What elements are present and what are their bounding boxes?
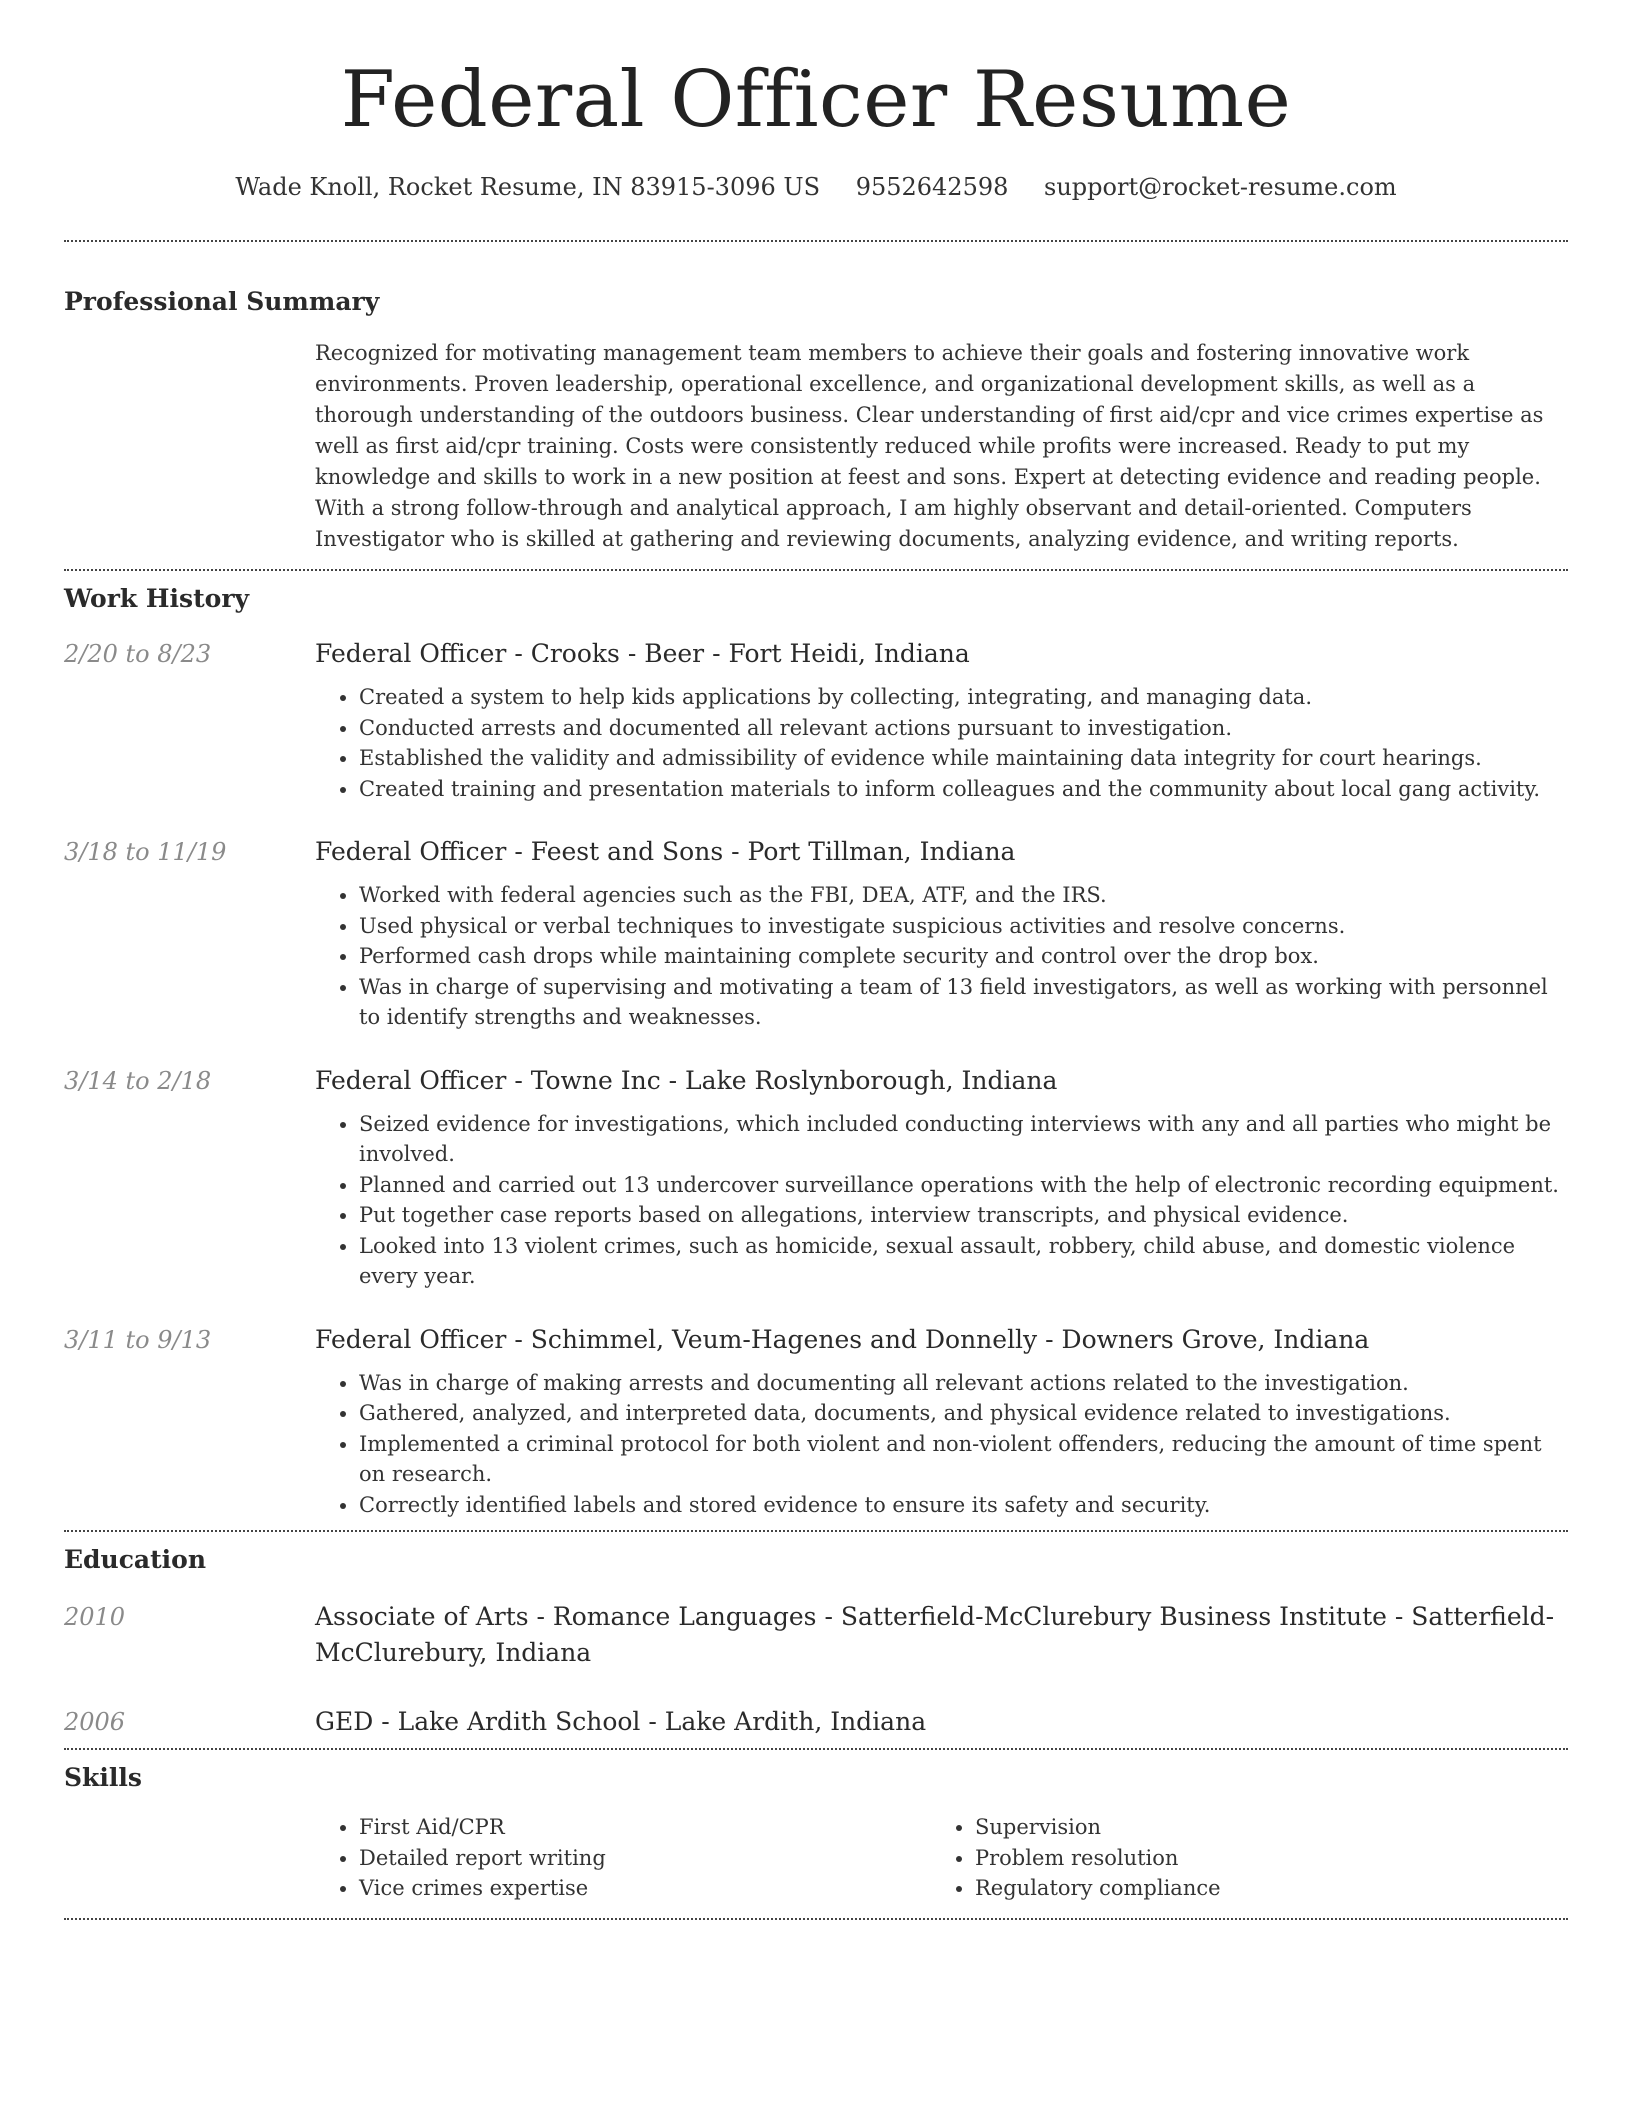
job-bullet: • Created a system to help kids applications by collecting, integrating, and managing data. — [359, 682, 1568, 713]
skill-item: • Vice crimes expertise — [359, 1873, 931, 1904]
job-entry — [64, 834, 1568, 1033]
skills-section — [64, 1760, 1568, 1918]
job-bullet: • Was in charge of making arrests and documenting all relevant actions related to the investigation. — [359, 1368, 1568, 1399]
job-bullet: • Implemented a criminal protocol for both violent and non-violent offenders, reducing the amount of time spent on research. — [359, 1429, 1568, 1490]
contact-line — [64, 170, 1568, 204]
education-entry — [64, 1704, 1568, 1740]
skill-item: • Regulatory compliance — [975, 1873, 1547, 1904]
summary-title: Professional Summary — [64, 287, 380, 316]
summary-section — [64, 284, 1568, 569]
skills-list-right — [975, 1812, 1547, 1904]
education-heading: GED - Lake Ardith School - Lake Ardith, Indiana — [315, 1707, 927, 1736]
education-date: 2010 — [64, 1603, 126, 1631]
job-bullet: • Planned and carried out 13 undercover surveillance operations with the help of electronic recording equipment. — [359, 1170, 1568, 1201]
job-entry — [64, 636, 1568, 804]
job-bullet: • Used physical or verbal techniques to investigate suspicious activities and resolve concerns. — [359, 911, 1568, 942]
work-history-title: Work History — [64, 584, 250, 613]
education-title: Education — [64, 1545, 207, 1574]
job-bullet: • Correctly identified labels and stored evidence to ensure its safety and security. — [359, 1490, 1568, 1521]
job-heading: Federal Officer - Crooks - Beer - Fort Heidi, Indiana — [315, 639, 970, 668]
job-bullet: • Created training and presentation materials to inform colleagues and the community about local gang activity. — [359, 774, 1568, 805]
education-entry — [64, 1599, 1568, 1671]
job-bullet: • Put together case reports based on allegations, interview transcripts, and physical evidence. — [359, 1200, 1568, 1231]
summary-text: Recognized for motivating management team members to achieve their goals and fostering innovative work environments. Proven leadership, operational excellence, and organizational development skills, as well as a thorough understanding of the outdoors business. Clear understanding of first aid/cpr and vice crimes expertise as well as first aid/cpr training. Costs were consistently reduced while profits were increased. Ready to put my knowledge and skills to work in a new position at feest and sons. Expert at detecting evidence and reading people. With a strong follow-through and analytical approach, I am highly observant and detail-oriented. Computers Investigator who is skilled at gathering and reviewing documents, analyzing evidence, and writing reports. — [315, 341, 1544, 551]
job-heading: Federal Officer - Feest and Sons - Port Tillman, Indiana — [315, 837, 1016, 866]
contact-address: Wade Knoll, Rocket Resume, IN 83915-3096 US — [235, 173, 821, 201]
job-entry — [64, 1063, 1568, 1292]
job-bullet: • Looked into 13 violent crimes, such as homicide, sexual assault, robbery, child abuse, and domestic violence every year. — [359, 1231, 1568, 1292]
section-divider — [64, 1530, 1568, 1532]
skill-item: • First Aid/CPR — [359, 1812, 931, 1843]
job-bullet: • Worked with federal agencies such as the FBI, DEA, ATF, and the IRS. — [359, 880, 1568, 911]
job-bullets — [359, 1368, 1568, 1521]
job-bullets — [359, 682, 1568, 804]
education-section — [64, 1542, 1568, 1748]
skills-list-left — [359, 1812, 931, 1904]
job-date: 2/20 to 8/23 — [64, 640, 212, 668]
education-date: 2006 — [64, 1708, 126, 1736]
job-heading: Federal Officer - Schimmel, Veum-Hagenes and Donnelly - Downers Grove, Indiana — [315, 1324, 1370, 1354]
section-divider — [64, 240, 1568, 242]
section-divider — [64, 1918, 1568, 1920]
contact-phone: 9552642598 — [855, 173, 1009, 201]
job-bullet: • Established the validity and admissibility of evidence while maintaining data integrity for court hearings. — [359, 743, 1568, 774]
job-bullet: • Seized evidence for investigations, which included conducting interviews with any and all parties who might be involved. — [359, 1109, 1568, 1170]
job-bullet: • Conducted arrests and documented all relevant actions pursuant to investigation. — [359, 713, 1568, 744]
job-date: 3/11 to 9/13 — [64, 1325, 212, 1354]
job-bullets — [359, 880, 1568, 1033]
job-bullet: • Was in charge of supervising and motivating a team of 13 field investigators, as well as working with personnel to identify strengths and weaknesses. — [359, 972, 1568, 1033]
section-divider — [64, 569, 1568, 571]
contact-email: support@rocket-resume.com — [1044, 173, 1397, 201]
job-date: 3/14 to 2/18 — [64, 1066, 212, 1095]
job-heading: Federal Officer - Towne Inc - Lake Roslynborough, Indiana — [315, 1065, 1058, 1095]
job-entry — [64, 1322, 1568, 1521]
skill-item: • Detailed report writing — [359, 1843, 931, 1874]
job-bullet: • Gathered, analyzed, and interpreted data, documents, and physical evidence related to investigations. — [359, 1398, 1568, 1429]
skills-columns — [315, 1812, 1568, 1918]
work-history-section — [64, 581, 1568, 1530]
section-divider — [64, 1748, 1568, 1750]
skills-title: Skills — [64, 1763, 142, 1792]
job-bullet: • Performed cash drops while maintaining complete security and control over the drop box. — [359, 941, 1568, 972]
job-date: 3/18 to 11/19 — [64, 838, 227, 866]
skill-item: • Problem resolution — [975, 1843, 1547, 1874]
resume-title: Federal Officer Resume — [340, 55, 1292, 145]
resume-page — [64, 0, 1568, 1920]
job-bullets — [359, 1109, 1568, 1292]
education-heading: Associate of Arts - Romance Languages - Satterfield-McClurebury Business Institute - Satterfield-McClurebury, Indiana — [315, 1602, 1555, 1667]
skill-item: • Supervision — [975, 1812, 1547, 1843]
